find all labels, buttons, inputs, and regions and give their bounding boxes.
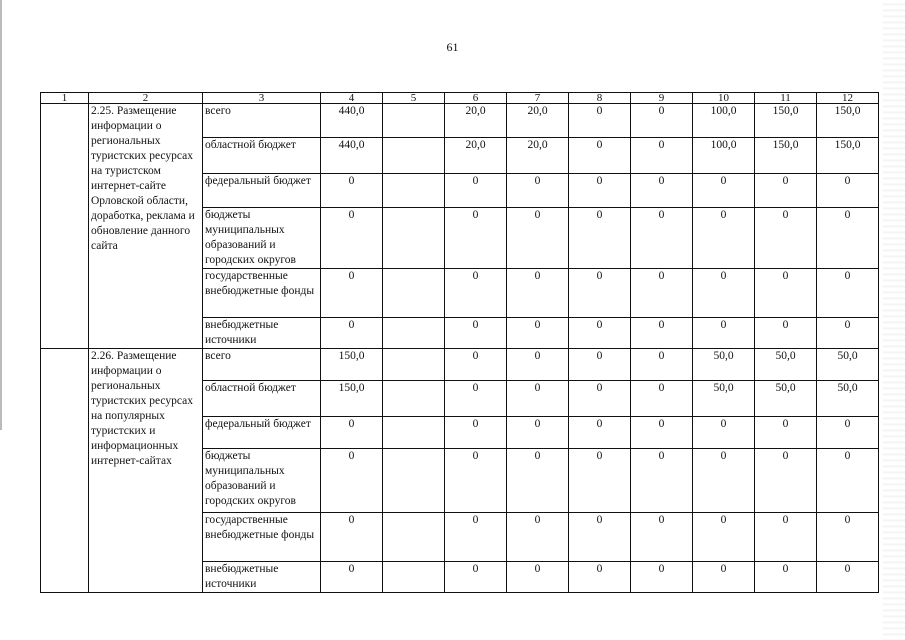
value-cell: 150,0 [817,138,879,174]
funding-source: всего [203,104,321,138]
value-cell: 0 [445,269,507,318]
value-cell: 0 [507,208,569,269]
value-cell: 0 [569,104,631,138]
value-cell: 0 [693,449,755,513]
value-cell: 0 [631,174,693,208]
value-cell: 0 [755,513,817,562]
value-cell: 0 [631,417,693,449]
funding-source: всего [203,349,321,381]
value-cell: 50,0 [755,349,817,381]
value-cell: 0 [569,562,631,593]
value-cell: 20,0 [445,138,507,174]
value-cell: 0 [507,349,569,381]
scan-margin-line [0,0,2,430]
value-cell: 0 [755,208,817,269]
value-cell: 0 [817,562,879,593]
value-cell: 0 [817,174,879,208]
value-cell: 0 [445,208,507,269]
table-row [41,349,879,381]
value-cell: 0 [693,417,755,449]
value-cell [383,449,445,513]
value-cell: 0 [569,318,631,349]
header-row [41,93,879,104]
value-cell [383,174,445,208]
value-cell: 0 [569,269,631,318]
value-cell: 0 [445,318,507,349]
value-cell: 0 [569,381,631,417]
value-cell [383,318,445,349]
value-cell [383,138,445,174]
value-cell: 0 [631,104,693,138]
value-cell: 150,0 [755,104,817,138]
index-cell [41,349,89,593]
value-cell: 0 [693,208,755,269]
value-cell: 0 [569,349,631,381]
value-cell: 0 [755,174,817,208]
measure-name: 2.26. Размещение информации о региональных туристских ресурсах на популярных туристских и информационных интернет-сайтах [89,349,203,593]
value-cell [383,349,445,381]
value-cell: 0 [507,513,569,562]
value-cell: 0 [631,513,693,562]
scan-edge-noise [883,0,905,640]
header-cell: 9 [631,93,693,104]
value-cell: 0 [507,381,569,417]
value-cell: 0 [445,562,507,593]
value-cell: 0 [507,449,569,513]
measure-name: 2.25. Размещение информации о региональных туристских ресурсах на туристском интернет-сайте Орловской области, доработка, реклама и обновление данного сайта [89,104,203,349]
value-cell: 0 [817,513,879,562]
value-cell: 50,0 [755,381,817,417]
header-cell: 4 [321,93,383,104]
value-cell [383,381,445,417]
value-cell: 50,0 [817,381,879,417]
value-cell: 440,0 [321,138,383,174]
value-cell: 440,0 [321,104,383,138]
header-cell: 2 [89,93,203,104]
value-cell: 100,0 [693,104,755,138]
funding-source: областной бюджет [203,381,321,417]
value-cell: 0 [755,562,817,593]
value-cell: 150,0 [755,138,817,174]
value-cell: 0 [321,174,383,208]
value-cell: 0 [755,449,817,513]
funding-source: внебюджетные источники [203,562,321,593]
value-cell: 0 [693,562,755,593]
value-cell: 0 [631,562,693,593]
value-cell [383,562,445,593]
value-cell: 0 [445,449,507,513]
value-cell: 0 [507,562,569,593]
funding-source: областной бюджет [203,138,321,174]
value-cell: 0 [569,417,631,449]
value-cell: 0 [321,562,383,593]
page-number: 61 [446,40,459,54]
value-cell: 0 [631,318,693,349]
value-cell: 0 [321,318,383,349]
value-cell: 0 [817,417,879,449]
value-cell [383,208,445,269]
header-cell: 7 [507,93,569,104]
value-cell: 50,0 [693,349,755,381]
value-cell [383,269,445,318]
value-cell: 0 [631,208,693,269]
value-cell: 150,0 [817,104,879,138]
value-cell: 0 [569,174,631,208]
value-cell: 150,0 [321,381,383,417]
value-cell: 0 [693,269,755,318]
value-cell: 150,0 [321,349,383,381]
value-cell: 0 [445,174,507,208]
value-cell: 0 [507,269,569,318]
header-cell: 3 [203,93,321,104]
value-cell: 0 [569,513,631,562]
value-cell: 0 [569,449,631,513]
funding-source: бюджеты муниципальных образований и городских округов [203,449,321,513]
value-cell: 0 [321,269,383,318]
value-cell: 20,0 [445,104,507,138]
funding-source: федеральный бюджет [203,417,321,449]
value-cell: 50,0 [693,381,755,417]
value-cell: 0 [817,269,879,318]
funding-source: бюджеты муниципальных образований и городских округов [203,208,321,269]
value-cell [383,513,445,562]
value-cell: 0 [631,269,693,318]
value-cell: 0 [569,138,631,174]
header-cell: 12 [817,93,879,104]
value-cell: 0 [507,174,569,208]
value-cell: 0 [817,449,879,513]
value-cell: 0 [507,417,569,449]
header-cell: 8 [569,93,631,104]
table-row [41,104,879,138]
value-cell: 0 [321,208,383,269]
value-cell: 0 [631,381,693,417]
funding-source: федеральный бюджет [203,174,321,208]
value-cell: 0 [631,349,693,381]
value-cell: 100,0 [693,138,755,174]
value-cell: 0 [755,417,817,449]
value-cell [383,417,445,449]
value-cell: 50,0 [817,349,879,381]
value-cell: 0 [321,449,383,513]
header-cell: 11 [755,93,817,104]
budget-table [40,92,879,593]
value-cell: 0 [755,318,817,349]
value-cell: 0 [693,318,755,349]
value-cell: 0 [445,381,507,417]
funding-source: внебюджетные источники [203,318,321,349]
value-cell: 0 [631,138,693,174]
funding-source: государственные внебюджетные фонды [203,269,321,318]
value-cell [383,104,445,138]
header-cell: 6 [445,93,507,104]
value-cell: 0 [817,318,879,349]
value-cell: 0 [631,449,693,513]
value-cell: 0 [445,513,507,562]
value-cell: 0 [755,269,817,318]
value-cell: 0 [445,417,507,449]
index-cell [41,104,89,349]
header-cell: 5 [383,93,445,104]
value-cell: 0 [507,318,569,349]
header-cell: 1 [41,93,89,104]
value-cell: 0 [693,513,755,562]
value-cell: 0 [321,417,383,449]
header-cell: 10 [693,93,755,104]
value-cell: 0 [321,513,383,562]
value-cell: 20,0 [507,104,569,138]
value-cell: 0 [569,208,631,269]
value-cell: 0 [693,174,755,208]
value-cell: 20,0 [507,138,569,174]
value-cell: 0 [817,208,879,269]
funding-source: государственные внебюджетные фонды [203,513,321,562]
value-cell: 0 [445,349,507,381]
